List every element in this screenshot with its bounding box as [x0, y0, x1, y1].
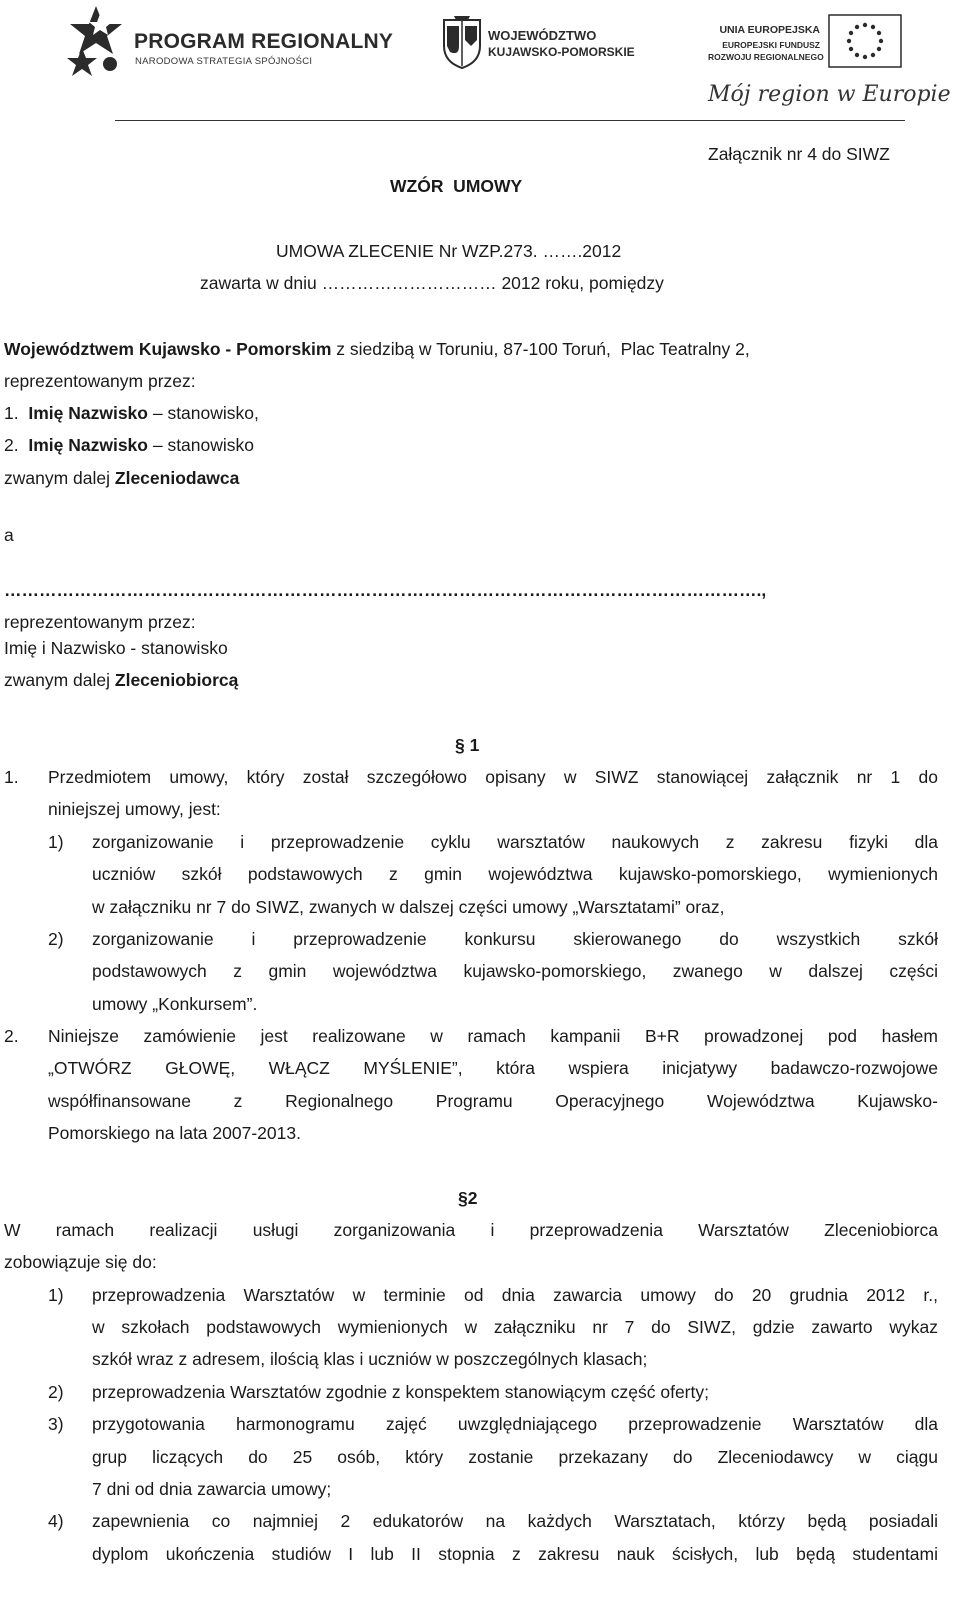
- represented-label-2: reprezentowanym przez:: [4, 612, 196, 632]
- wojewodztwo-line2: KUJAWSKO-POMORSKIE: [488, 45, 635, 59]
- s2-4-line2: dyplom ukończenia studiów I lub II stopnia z zakresu nauk ścisłych, lub będą studentami: [92, 1544, 938, 1564]
- p1-1-line1: zorganizowanie i przeprowadzenie cyklu warsztatów naukowych z zakresu fizyki dla: [92, 832, 938, 852]
- party1-address: z siedzibą w Toruniu, 87-100 Toruń, Plac Teatralny 2,: [331, 339, 750, 359]
- rep2-name: Imię Nazwisko: [28, 435, 148, 455]
- stars-emblem-icon: [66, 4, 128, 82]
- s2-3-line3: 7 dni od dnia zawarcia umowy;: [92, 1479, 332, 1499]
- rep2-number: 2.: [4, 435, 19, 455]
- s2-3-number: 3): [48, 1414, 64, 1434]
- program-subtitle: NARODOWA STRATEGIA SPÓJNOŚCI: [135, 56, 313, 67]
- section-1-heading: § 1: [455, 735, 480, 755]
- represented-label: reprezentowanym przez:: [4, 371, 196, 391]
- s2-4-number: 4): [48, 1511, 64, 1531]
- s2-3-line2: grup liczących do 25 osób, który zostanie przekazany do Zleceniodawcy w ciągu: [92, 1447, 938, 1467]
- eu-line3: ROZWOJU REGIONALNEGO: [708, 52, 824, 62]
- zleceniodawca-label: Zleceniodawca: [114, 468, 240, 488]
- placeholder-dots: ………………………………………………………………………………………………………………….: [4, 580, 762, 600]
- p2-number: 2.: [4, 1026, 19, 1046]
- slogan: Mój region w Europie: [708, 82, 951, 107]
- s2-1-line3: szkół wraz z adresem, ilością klas i uczniów w poszczególnych klasach;: [92, 1349, 648, 1369]
- p1-line1: Przedmiotem umowy, który został szczegółowo opisany w SIWZ stanowiącej załącznik nr 1 do: [48, 767, 938, 787]
- p1-line2: niniejszej umowy, jest:: [48, 799, 221, 819]
- p1-1-number: 1): [48, 832, 64, 852]
- s2-intro-line2: zobowiązuje się do:: [4, 1252, 157, 1272]
- representative-1: [4, 397, 259, 430]
- party1-name: Województwem Kujawsko - Pomorskim: [4, 339, 332, 359]
- p2-line1: Niniejsze zamówienie jest realizowane w ramach kampanii B+R prowadzonej pod hasłem: [48, 1026, 938, 1046]
- document-heading: WZÓR UMOWY: [390, 176, 523, 196]
- contract-number: UMOWA ZLECENIE Nr WZP.273. …….2012: [276, 241, 622, 261]
- rep1-number: 1.: [4, 403, 19, 423]
- eu-line1: UNIA EUROPEJSKA: [719, 24, 820, 36]
- s2-1-line1: przeprowadzenia Warsztatów w terminie od dnia zawarcia umowy do 20 grudnia 2012 r.,: [92, 1285, 938, 1305]
- p1-1-line2: uczniów szkół podstawowych z gmin województwa kujawsko-pomorskiego, wymienionych: [92, 864, 938, 884]
- s2-4-line1: zapewnienia co najmniej 2 edukatorów na każdych Warsztatach, którzy będą posiadali: [92, 1511, 938, 1531]
- zleceniobiorca-label: Zleceniobiorcą: [114, 670, 239, 690]
- s2-intro-line1: W ramach realizacji usługi zorganizowania i przeprowadzenia Warsztatów Zleceniobiorca: [4, 1220, 938, 1240]
- contractor-placeholder: [4, 574, 940, 607]
- representative-2: [4, 429, 254, 462]
- wojewodztwo-line1: WOJEWÓDZTWO: [488, 28, 597, 43]
- p2-line4: Pomorskiego na lata 2007-2013.: [48, 1123, 301, 1143]
- crest-icon: [442, 16, 482, 70]
- s2-1-line2: w szkołach podstawowych wymienionych w załączniku nr 7 do SIWZ, gdzie zawarto wykaz: [92, 1317, 938, 1337]
- rep1-name: Imię Nazwisko: [28, 403, 148, 423]
- p1-2-line3: umowy „Konkursem”.: [92, 994, 258, 1014]
- zleceniobiorca-line: [4, 664, 238, 697]
- p1-2-number: 2): [48, 929, 64, 949]
- s2-1-number: 1): [48, 1285, 64, 1305]
- zleceniodawca-line: [4, 462, 239, 495]
- eu-line2: EUROPEJSKI FUNDUSZ: [722, 40, 820, 50]
- called-prefix: zwanym dalej: [4, 468, 115, 488]
- p1-1-line3: w załączniku nr 7 do SIWZ, zwanych w dalszej części umowy „Warsztatami” oraz,: [92, 897, 725, 917]
- party1-line: [4, 333, 940, 366]
- section-2-heading: §2: [458, 1188, 478, 1208]
- s2-2-line1: przeprowadzenia Warsztatów zgodnie z konspektem stanowiącym część oferty;: [92, 1382, 709, 1402]
- rep2-role: – stanowisko: [147, 435, 255, 455]
- representative-3: Imię i Nazwisko - stanowisko: [4, 638, 228, 658]
- s2-2-number: 2): [48, 1382, 64, 1402]
- p1-number: 1.: [4, 767, 19, 787]
- p2-line3: współfinansowane z Regionalnego Programu Operacyjnego Województwa Kujawsko-: [48, 1091, 938, 1111]
- attachment-label: Załącznik nr 4 do SIWZ: [708, 144, 890, 164]
- p2-line2: „OTWÓRZ GŁOWĘ, WŁĄCZ MYŚLENIE”, która wspiera inicjatywy badawczo-rozwojowe: [48, 1058, 938, 1078]
- p1-2-line1: zorganizowanie i przeprowadzenie konkursu skierowanego do wszystkich szkół: [92, 929, 938, 949]
- eu-flag-icon: [828, 14, 902, 68]
- wojewodztwo-logo: [442, 16, 652, 76]
- s2-3-line1: przygotowania harmonogramu zajęć uwzględniającego przeprowadzenie Warsztatów dla: [92, 1414, 938, 1434]
- eu-logo: [708, 14, 903, 72]
- header-rule: [115, 120, 905, 121]
- placeholder-comma: ,: [761, 580, 767, 600]
- p1-2-line2: podstawowych z gmin województwa kujawsko-pomorskiego, zwanego w dalszej części: [92, 961, 938, 981]
- rep1-role: – stanowisko,: [147, 403, 259, 423]
- program-title: PROGRAM REGIONALNY: [134, 30, 394, 53]
- and-word: a: [4, 525, 14, 545]
- conclusion-date: zawarta w dniu ………………………… 2012 roku, pomiędzy: [200, 273, 664, 293]
- called-prefix-2: zwanym dalej: [4, 670, 115, 690]
- program-regionalny-logo: [66, 4, 394, 82]
